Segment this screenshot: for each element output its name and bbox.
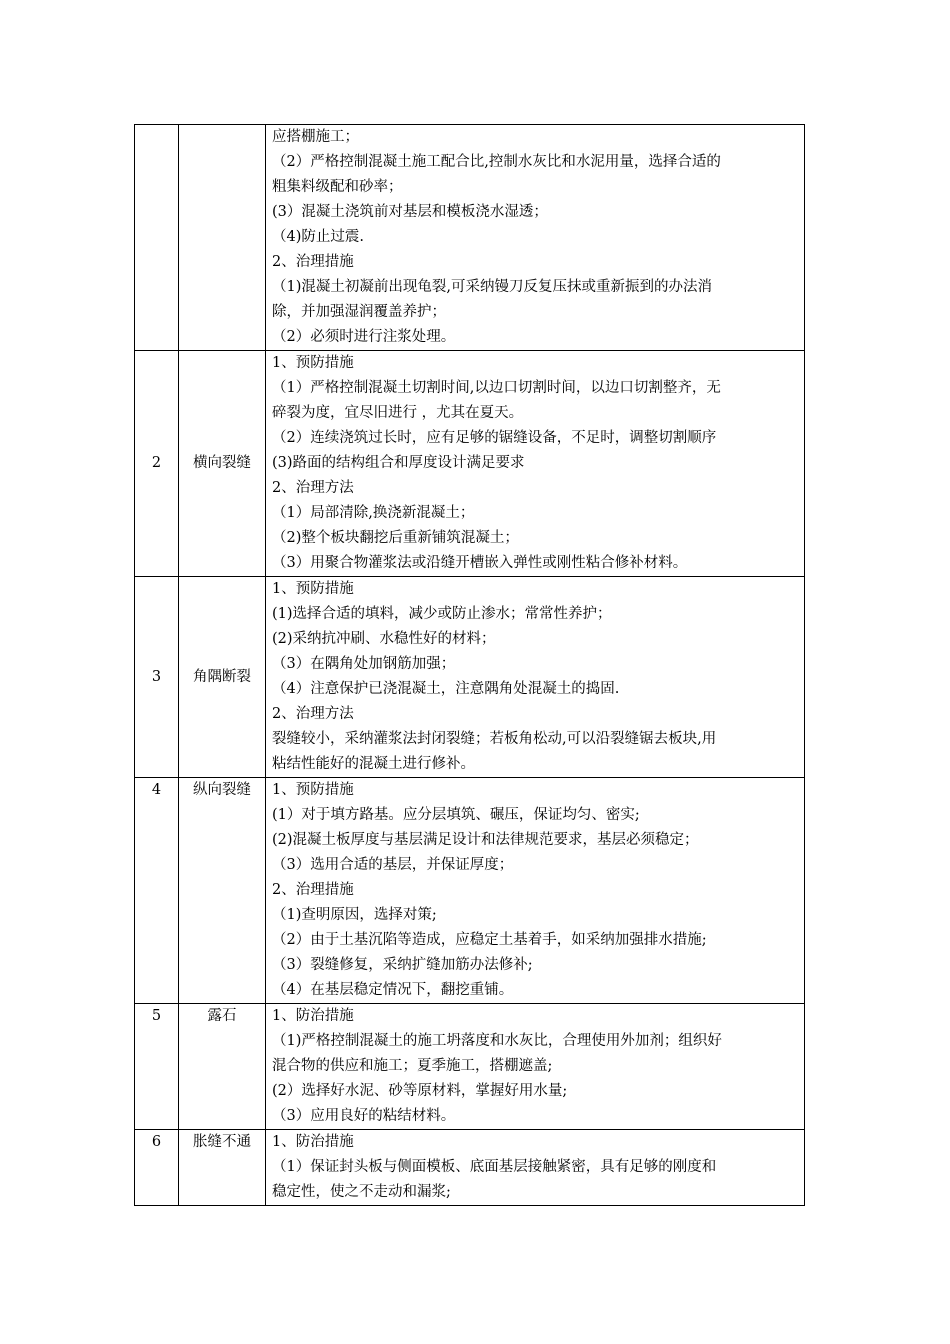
text-line: （3）用聚合物灌浆法或沿缝开槽嵌入弹性或刚性粘合修补材料。 bbox=[272, 555, 688, 571]
text-line: 2、治理措施 bbox=[272, 882, 354, 898]
text-line: 粗集料级配和砂率； bbox=[272, 179, 403, 195]
measures-cell bbox=[266, 778, 805, 1004]
table-row bbox=[135, 577, 805, 778]
text-line: （1）严格控制混凝土切割时间,以边口切割时间，以边口切割整齐，无 bbox=[272, 380, 721, 396]
defect-name: 横向裂缝 bbox=[179, 351, 266, 577]
text-line: 2、治理方法 bbox=[272, 480, 354, 496]
measures-cell bbox=[266, 125, 805, 351]
row-number: 6 bbox=[135, 1130, 179, 1206]
text-line: 1、预防措施 bbox=[272, 581, 354, 597]
row-number: 3 bbox=[135, 577, 179, 778]
text-line: （2）由于土基沉陷等造成，应稳定土基着手，如采纳加强排水措施; bbox=[272, 932, 707, 948]
table-row bbox=[135, 351, 805, 577]
text-line: （1)混凝土初凝前出现龟裂,可采纳镘刀反复压抹或重新振到的办法消 bbox=[272, 279, 712, 295]
text-line: （4）注意保护已浇混凝土，注意隅角处混凝土的捣固. bbox=[272, 681, 620, 697]
defect-name bbox=[179, 125, 266, 351]
text-line: 裂缝较小，采纳灌浆法封闭裂缝；若板角松动,可以沿裂缝锯去板块,用 bbox=[272, 731, 717, 747]
text-line: (3）混凝土浇筑前对基层和模板浇水湿透； bbox=[272, 204, 548, 220]
text-line: （1）保证封头板与侧面模板、底面基层接触紧密，具有足够的刚度和 bbox=[272, 1159, 717, 1175]
text-line: （2）必须时进行注浆处理。 bbox=[272, 329, 456, 345]
text-line: 应搭棚施工； bbox=[272, 129, 359, 145]
text-line: (2）选择好水泥、砂等原材料，掌握好用水量; bbox=[272, 1083, 568, 1099]
text-line: （4）在基层稳定情况下，翻挖重铺。 bbox=[272, 982, 514, 998]
defect-name: 角隅断裂 bbox=[179, 577, 266, 778]
text-line: 2、治理方法 bbox=[272, 706, 354, 722]
text-line: 1、防治措施 bbox=[272, 1008, 354, 1024]
content-table bbox=[134, 124, 805, 1206]
text-line: 粘结性能好的混凝土进行修补。 bbox=[272, 756, 475, 772]
text-line: 碎裂为度，宜尽旧进行 ，尤其在夏天。 bbox=[272, 405, 524, 421]
text-line: 1、预防措施 bbox=[272, 782, 354, 798]
row-number bbox=[135, 125, 179, 351]
measures-cell bbox=[266, 1130, 805, 1206]
defect-name: 纵向裂缝 bbox=[179, 778, 266, 1004]
text-line: （2)整个板块翻挖后重新铺筑混凝土； bbox=[272, 530, 519, 546]
measures-cell bbox=[266, 1004, 805, 1130]
text-line: (1）对于填方路基。应分层填筑、碾压，保证均匀、密实; bbox=[272, 807, 640, 823]
defect-name: 露石 bbox=[179, 1004, 266, 1130]
defect-name: 胀缝不通 bbox=[179, 1130, 266, 1206]
text-line: （3）在隅角处加钢筋加强； bbox=[272, 656, 456, 672]
text-line: （1)查明原因，选择对策; bbox=[272, 907, 437, 923]
text-line: (1)选择合适的填料，减少或防止渗水；常常性养护； bbox=[272, 606, 612, 622]
text-line: （2）严格控制混凝土施工配合比,控制水灰比和水泥用量，选择合适的 bbox=[272, 154, 721, 170]
text-line: 1、防治措施 bbox=[272, 1134, 354, 1150]
text-line: 除，并加强湿润覆盖养护； bbox=[272, 304, 446, 320]
text-line: 2、治理措施 bbox=[272, 254, 354, 270]
table-row bbox=[135, 778, 805, 1004]
text-line: 稳定性，使之不走动和漏浆; bbox=[272, 1184, 451, 1200]
measures-cell bbox=[266, 351, 805, 577]
row-number: 4 bbox=[135, 778, 179, 1004]
text-line: （1)严格控制混凝土的施工坍落度和水灰比，合理使用外加剂；组织好 bbox=[272, 1033, 722, 1049]
text-line: (3)路面的结构组合和厚度设计满足要求 bbox=[272, 455, 525, 471]
text-line: （3）应用良好的粘结材料。 bbox=[272, 1108, 456, 1124]
text-line: 混合物的供应和施工；夏季施工，搭棚遮盖; bbox=[272, 1058, 553, 1074]
text-line: （3）选用合适的基层，并保证厚度； bbox=[272, 857, 514, 873]
table-body bbox=[135, 125, 805, 1206]
table-row bbox=[135, 125, 805, 351]
table-row bbox=[135, 1130, 805, 1206]
row-number: 2 bbox=[135, 351, 179, 577]
text-line: 1、预防措施 bbox=[272, 355, 354, 371]
measures-cell bbox=[266, 577, 805, 778]
row-number: 5 bbox=[135, 1004, 179, 1130]
text-line: （4)防止过震. bbox=[272, 229, 364, 245]
text-line: （3）裂缝修复，采纳扩缝加筋办法修补; bbox=[272, 957, 533, 973]
text-line: (2)混凝土板厚度与基层满足设计和法律规范要求，基层必须稳定； bbox=[272, 832, 699, 848]
text-line: (2)采纳抗冲刷、水稳性好的材料； bbox=[272, 631, 496, 647]
table-row bbox=[135, 1004, 805, 1130]
text-line: （1）局部清除,换浇新混凝土； bbox=[272, 505, 475, 521]
text-line: （2）连续浇筑过长时，应有足够的锯缝设备，不足时，调整切割顺序 bbox=[272, 430, 717, 446]
